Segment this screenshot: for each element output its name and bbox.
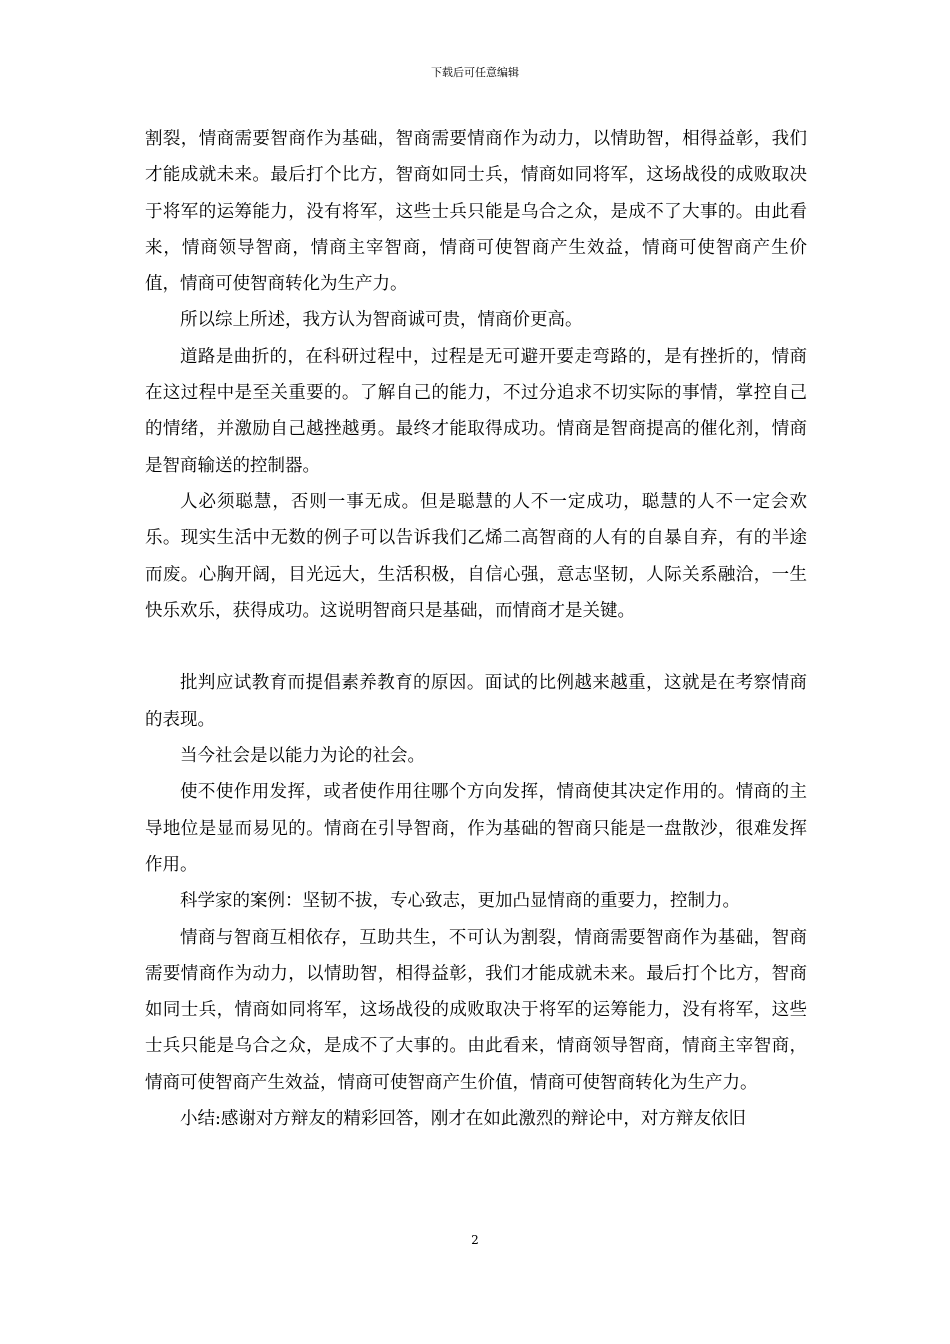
paragraph: 人必须聪慧，否则一事无成。但是聪慧的人不一定成功，聪慧的人不一定会欢乐。现实生活中无数的例子可以告诉我们乙烯二高智商的人有的自暴自弃，有的半途而废。心胸开阔，目光远大，生活积极，自信心强，意志坚韧，人际关系融洽，一生快乐欢乐，获得成功。这说明智商只是基础，而情商才是关键。 bbox=[145, 491, 807, 621]
page-header: 下载后可任意编辑 bbox=[431, 66, 519, 79]
paragraph: 科学家的案例：坚韧不拔，专心致志，更加凸显情商的重要力，控制力。 bbox=[180, 891, 740, 912]
page-number: 2 bbox=[471, 1233, 479, 1247]
paragraph: 小结:感谢对方辩友的精彩回答，刚才在如此激烈的辩论中，对方辩友依旧 bbox=[180, 1109, 746, 1130]
paragraph: 道路是曲折的，在科研过程中，过程是无可避开要走弯路的，是有挫折的，情商在这过程中是至关重要的。了解自己的能力，不过分追求不切实际的事情，掌控自己的情绪，并激励自己越挫越勇。最终才能取得成功。情商是智商提高的催化剂，情商是智商输送的控制器。 bbox=[145, 346, 807, 476]
paragraph: 使不使作用发挥，或者使作用往哪个方向发挥，情商使其决定作用的。情商的主导地位是显而易见的。情商在引导智商，作为基础的智商只能是一盘散沙，很难发挥作用。 bbox=[145, 782, 807, 875]
document-body bbox=[145, 121, 807, 1137]
paragraph: 批判应试教育而提倡素养教育的原因。面试的比例越来越重，这就是在考察情商的表现。 bbox=[145, 673, 807, 730]
paragraph: 所以综上所述，我方认为智商诚可贵，情商价更高。 bbox=[180, 310, 583, 331]
paragraph: 割裂，情商需要智商作为基础，智商需要情商作为动力，以情助智，相得益彰，我们才能成就未来。最后打个比方，智商如同士兵，情商如同将军，这场战役的成败取决于将军的运筹能力，没有将军，这些士兵只能是乌合之众，是成不了大事的。由此看来，情商领导智商，情商主宰智商，情商可使智商产生效益，情商可使智商产生价值，情商可使智商转化为生产力。 bbox=[145, 129, 807, 295]
paragraph: 情商与智商互相依存，互助共生，不可认为割裂，情商需要智商作为基础，智商需要情商作为动力，以情助智，相得益彰，我们才能成就未来。最后打个比方，智商如同士兵，情商如同将军，这场战役的成败取决于将军的运筹能力，没有将军，这些士兵只能是乌合之众，是成不了大事的。由此看来，情商领导智商，情商主宰智商，情商可使智商产生效益，情商可使智商产生价值，情商可使智商转化为生产力。 bbox=[145, 927, 807, 1093]
paragraph: 当今社会是以能力为论的社会。 bbox=[180, 746, 425, 767]
blank-line bbox=[145, 629, 807, 665]
